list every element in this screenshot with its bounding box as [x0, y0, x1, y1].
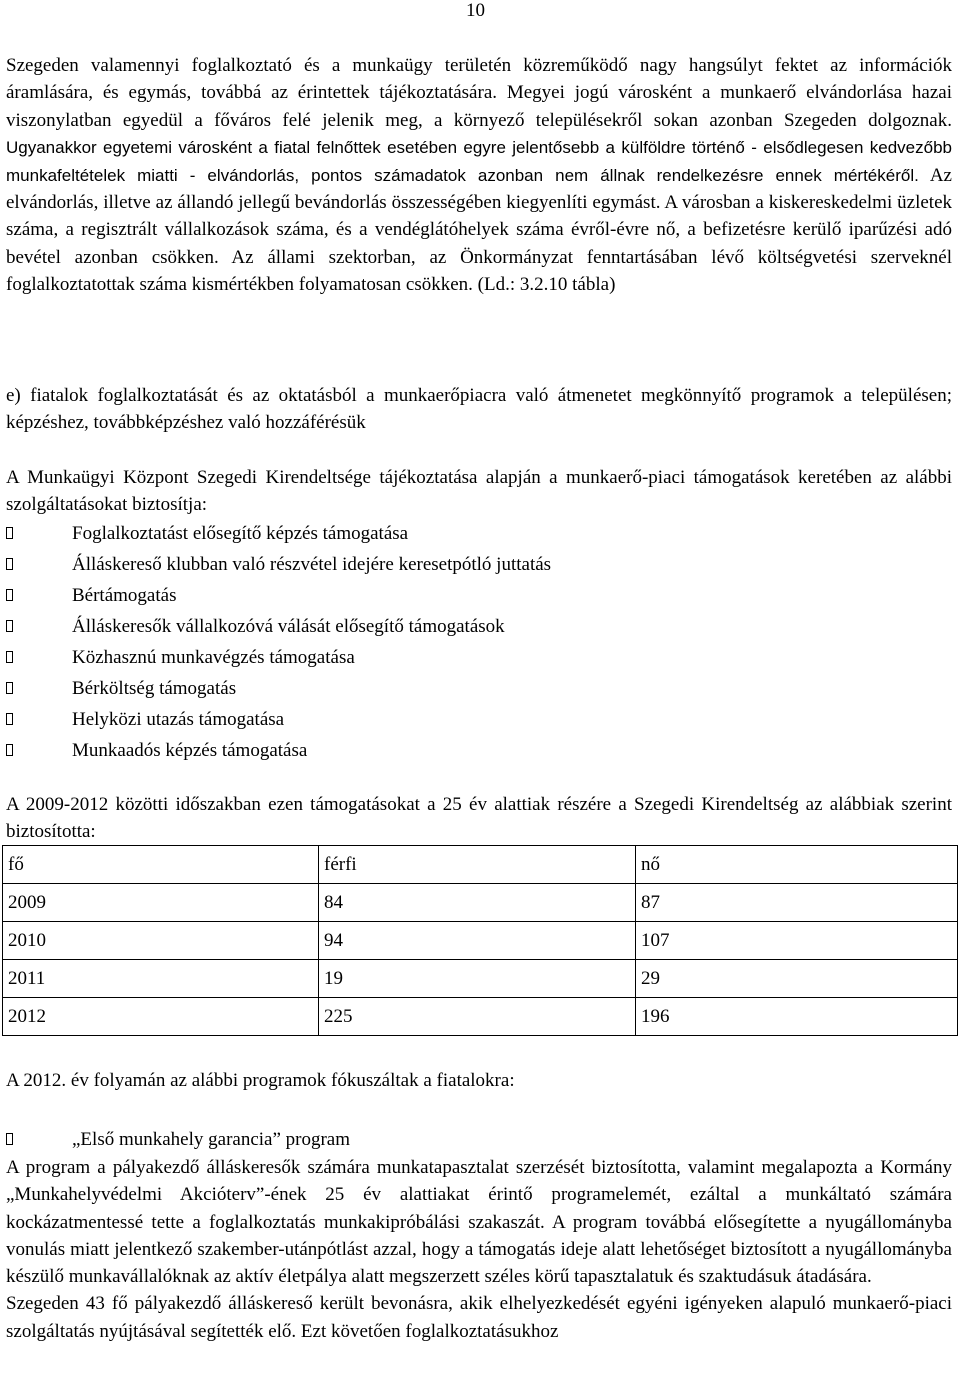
bullet-icon — [6, 682, 13, 694]
table-cell: 94 — [319, 922, 636, 960]
services-intro-paragraph: A Munkaügyi Központ Szegedi Kirendeltsége tájékoztatása alapján a munkaerő-piaci támogatások keretében az alábbi szolgáltatásokat biztosítja: — [6, 467, 952, 516]
list-item — [6, 642, 952, 673]
list-item-text: Helyközi utazás támogatása — [72, 709, 285, 730]
list-item-text: Álláskeresők vállalkozóvá válását elősegítő támogatások — [72, 616, 505, 637]
table-header-cell: férfi — [319, 846, 636, 884]
table-cell: 2012 — [3, 998, 319, 1036]
program-description-paragraph: A program a pályakezdő álláskeresők számára munkatapasztalat szerzését biztosította, valamint megalapozta a Kormány „Munkahelyvédelmi Akcióterv”-ének 25 év alattiakat érintő programelemét, ezáltal a munkáltató számára kockázatmentessé tette a foglalkoztatás munkakipróbálási szakaszát. A program továbbá elősegítette a nyugállományba vonulás miatt jelentkező szakember-utánpótlást azzal, hogy a támogatás ideje alatt lehetőséget biztosított a nyugállományba készülő munkavállalóknak az aktív életpálya alatt megszerzett széles körű tapasztalatuk és szaktudásuk átadására. Szegeden 43 fő pályakezdő álláskereső került bevonásra, akik elhelyezkedését egyéni igényeken alapuló munkaerő-piaci szolgáltatás nyújtásával segítették elő. Ezt követően foglalkoztatásukhoz — [6, 1157, 952, 1342]
bullet-icon — [6, 527, 13, 539]
intro-segment-3: Az elvándorlás, illetve az állandó jellegű bevándorlás összességében kiegyenlíti egymást. A városban a kiskereskedelmi üzletek száma, a regisztrált vállalkozások száma, és a vendéglátóhelyek száma évről-évre nő, a befizetésre kerülő iparűzési adó bevétel azonban csökken. Az állami szektorban, az Önkormányzat fenntartásában lévő költségvetési szerveknél foglalkoztatottak száma kismértékben folyamatosan csökken. (Ld.: 3.2.10 tábla) — [6, 164, 952, 296]
list-item — [6, 673, 952, 704]
bullet-icon — [6, 558, 13, 570]
bullet-icon — [6, 1133, 13, 1145]
intro-paragraph — [6, 52, 952, 299]
bullet-icon — [6, 713, 13, 725]
list-item-text: Álláskereső klubban való részvétel idejére keresetpótló juttatás — [72, 554, 552, 575]
bullet-icon — [6, 651, 13, 663]
table-row — [3, 960, 958, 998]
list-item-text: Közhasznú munkavégzés támogatása — [72, 647, 355, 668]
services-list — [6, 518, 952, 766]
list-item — [6, 1124, 952, 1155]
table-cell: 2010 — [3, 922, 319, 960]
bullet-icon — [6, 620, 13, 632]
list-item — [6, 549, 952, 580]
list-item — [6, 735, 952, 766]
table-cell: 2009 — [3, 884, 319, 922]
bullet-icon — [6, 589, 13, 601]
list-item-text: Bérköltség támogatás — [72, 678, 237, 699]
table-row — [3, 922, 958, 960]
list-item-text: Bértámogatás — [72, 585, 177, 606]
table-cell: 225 — [319, 998, 636, 1036]
bullet-icon — [6, 744, 13, 756]
table-row — [3, 884, 958, 922]
list-item — [6, 580, 952, 611]
table-intro-paragraph: A 2009-2012 közötti időszakban ezen támogatásokat a 25 év alattiak részére a Szegedi Kirendeltség az alábbiak szerint biztosította: — [6, 794, 952, 843]
intro-segment-1: Szegeden valamennyi foglalkoztató és a munkaügy területén közreműködő nagy hangsúlyt fektet az információk áramlására, és egymás, továbbá az érintettek tájékoztatására. Megyei jogú városként a munkaerő elvándorlása hazai viszonylatban egyedül a főváros felé jelenik meg, a környező településekről sokan azonban Szegeden dolgoznak. — [6, 55, 952, 131]
intro-segment-2: Ugyanakkor egyetemi városként a fiatal felnőttek esetében egyre jelentősebb a külföldre történő - elsődlegesen kedvezőbb munkafeltételek miatti - elvándorlás, pontos számadatok azonban nem állnak rendelkezésre ennek mértékéről. — [6, 138, 952, 185]
list-item — [6, 518, 952, 549]
table-header-cell: nő — [636, 846, 958, 884]
programs-intro-paragraph: A 2012. év folyamán az alábbi programok fókuszáltak a fiatalokra: — [6, 1070, 515, 1091]
list-item — [6, 611, 952, 642]
table-header-row — [3, 846, 958, 884]
list-item — [6, 704, 952, 735]
table-cell: 196 — [636, 998, 958, 1036]
page-number: 10 — [466, 0, 485, 21]
table-cell: 84 — [319, 884, 636, 922]
table-cell: 29 — [636, 960, 958, 998]
section-e-heading: e) fiatalok foglalkoztatását és az oktatásból a munkaerőpiacra való átmenetet megkönnyítő programok a településen; képzéshez, továbbképzéshez való hozzáférésük — [6, 385, 952, 434]
table-row — [3, 998, 958, 1036]
table-cell: 87 — [636, 884, 958, 922]
youth-support-table — [2, 845, 958, 1036]
list-item-text: Munkaadós képzés támogatása — [72, 740, 308, 761]
table-cell: 107 — [636, 922, 958, 960]
programs-list — [6, 1124, 952, 1155]
list-item-text: „Első munkahely garancia” program — [72, 1129, 351, 1150]
list-item-text: Foglalkoztatást elősegítő képzés támogatása — [72, 523, 409, 544]
table-cell: 19 — [319, 960, 636, 998]
table-cell: 2011 — [3, 960, 319, 998]
table-header-cell: fő — [3, 846, 319, 884]
